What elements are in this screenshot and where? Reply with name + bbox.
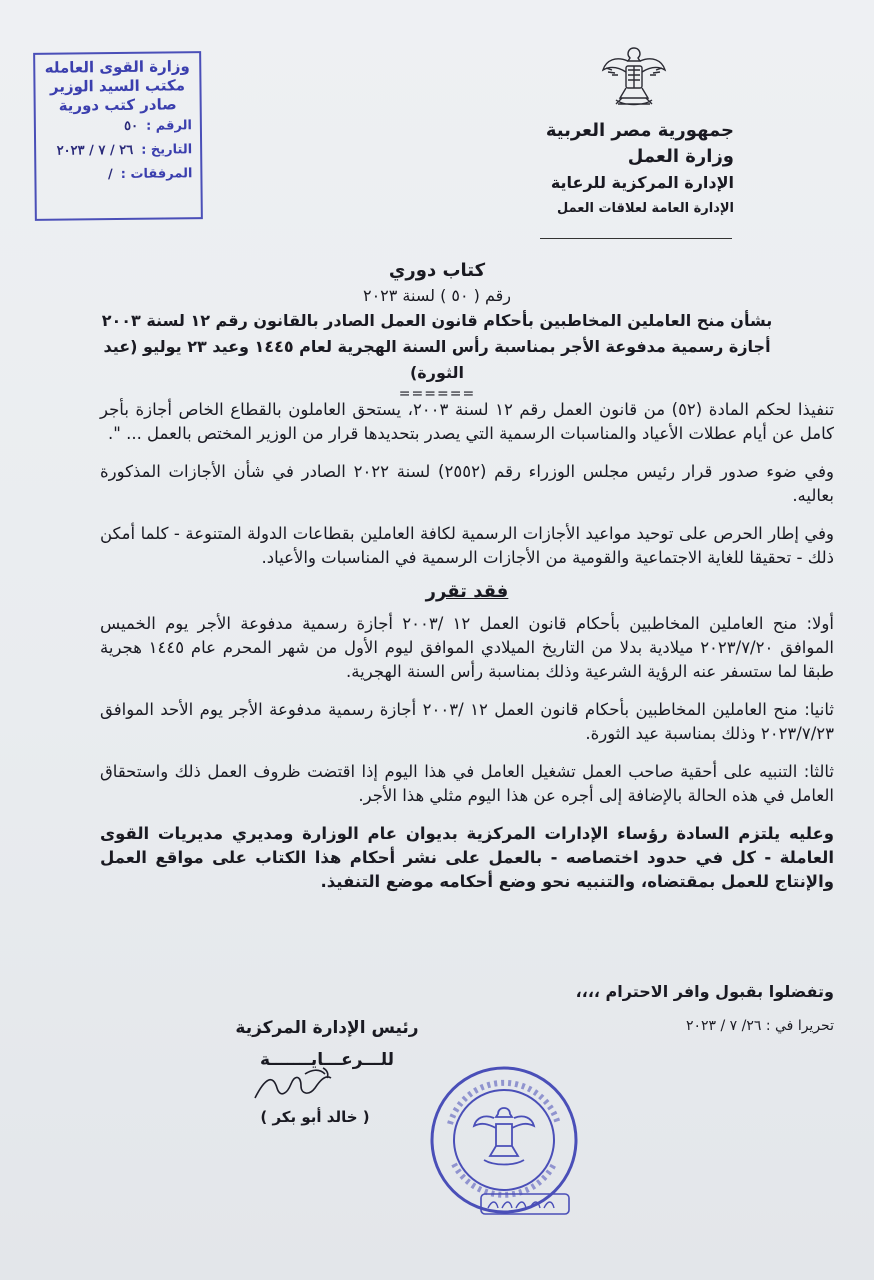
letterhead	[546, 118, 734, 222]
circular-number: رقم ( ٥٠ ) لسنة ٢٠٢٣	[362, 286, 512, 305]
stamp-date-value: ٢٦ / ٧ / ٢٠٢٣	[56, 142, 134, 159]
closing-salutation: وتفضلوا بقبول وافر الاحترام ،،،،	[575, 982, 834, 1001]
stamp-number-label: الرقم :	[145, 118, 192, 134]
decision-heading: فقد تقرر	[425, 581, 509, 602]
stamp-date-label: التاريخ :	[141, 142, 193, 158]
circular-title	[80, 258, 794, 402]
paragraph-pm-decree: وفي ضوء صدور قرار رئيس مجلس الوزراء رقم (٢٥٥٢) لسنة ٢٠٢٢ الصادر في شأن الأجازات المذكورة بعاليه.	[100, 462, 834, 505]
paragraph-law-article: تنفيذا لحكم المادة (٥٢) من قانون العمل رقم ١٢ لسنة ٢٠٠٣، يستحق العاملون بالقطاع الخاص أجازة بأجر كامل عن أيام عطلات الأعياد والمناسبات الرسمية التي يصدر بتحديدها قرار من الوزير المختص بالعمل ... ".	[100, 400, 835, 443]
letterhead-ministry: وزارة العمل	[627, 146, 734, 167]
paragraph-obligation: وعليه يلتزم السادة رؤساء الإدارات المركزية بديوان عام الوزارة ومديري مديريات القوى العاملة - كل في حدود اختصاصه - بالعمل على نشر أحكام هذا الكتاب على مواقع العمل والإنتاج للعمل بمقتضاه، والتنبيه نحو وضع أحكامه موضع التنفيذ.	[100, 824, 834, 891]
circular-subject-line1: بشأن منح العاملين المخاطبين بأحكام قانون العمل الصادر بالقانون رقم ١٢ لسنة ٢٠٠٣	[101, 311, 773, 330]
letterhead-directorate: الإدارة العامة لعلاقات العمل	[556, 201, 734, 216]
circular-kind: كتاب دوري	[388, 260, 486, 281]
stamp-line-ministry: وزارة القوى العامله	[44, 57, 190, 77]
stamp-attachments-label: المرفقات :	[120, 166, 193, 182]
decision-item-second: ثانيا: منح العاملين المخاطبين بأحكام قانون العمل ١٢ /٢٠٠٣ أجازة رسمية مدفوعة الأجر يوم الأحد الموافق ٢٠٢٣/٧/٢٣ وذلك بمناسبة عيد الثورة.	[100, 700, 834, 743]
letterhead-divider	[540, 238, 732, 239]
stamp-number-row	[44, 114, 192, 140]
title-separator: ======	[398, 386, 476, 402]
letterhead-country: جمهورية مصر العربية	[545, 120, 734, 141]
signatory-title-line2: للـــرعـــايـــــــة	[259, 1050, 395, 1070]
signatory-title-line1: رئيس الإدارة المركزية	[235, 1018, 419, 1038]
circular-subject-line2: أجازة رسمية مدفوعة الأجر بمناسبة رأس السنة الهجرية لعام ١٤٤٥ وعيد ٢٣ يوليو (عيد الثورة)	[103, 337, 771, 382]
issue-date: تحريرا في : ٢٦/ ٧ / ٢٠٢٣	[685, 1018, 834, 1034]
stamp-date-row	[44, 138, 192, 164]
eagle-emblem-icon	[600, 42, 668, 114]
circular-body	[100, 398, 834, 908]
handwritten-signature	[245, 1060, 355, 1110]
stamp-attachments-row	[44, 162, 192, 188]
stamp-attachments-value: /	[107, 167, 113, 183]
office-stamp	[33, 51, 203, 221]
paragraph-unification: وفي إطار الحرص على توحيد مواعيد الأجازات الرسمية لكافة العاملين بقطاعات الدولة المتنوعة - كلما أمكن ذلك - تحقيقا للغاية الاجتماعية والقومية من الأجازات الرسمية في المناسبات والأعياد.	[100, 524, 834, 567]
signatory-name: ( خالد أبو بكر )	[260, 1108, 370, 1126]
decision-item-third: ثالثا: التنبيه على أحقية صاحب العمل تشغيل العامل في هذا اليوم إذا اقتضت ظروف العمل ذلك واستحقاق العامل في هذه الحالة بالإضافة إلى أجره عن هذا اليوم مثلي هذا الأجر.	[100, 762, 834, 805]
stamp-line-outgoing: صادر كتب دورية	[58, 95, 177, 115]
seal-serial-mark	[480, 1192, 570, 1216]
stamp-line-office: مكتب السيد الوزير	[49, 76, 186, 96]
decision-item-first: أولا: منح العاملين المخاطبين بأحكام قانون العمل ١٢ /٢٠٠٣ أجازة رسمية مدفوعة الأجر يوم الخميس الموافق ٢٠٢٣/٧/٢٠ ميلادية بدلا من التاريخ الميلادي الموافق ليوم الأول من شهر المحرم عام ١٤٤٥ هجرية طبقا لما ستسفر عنه الرؤية الشرعية وذلك بمناسبة رأس السنة الهجرية.	[100, 614, 835, 681]
stamp-number-value: ٥٠	[123, 118, 139, 134]
letterhead-department: الإدارة المركزية للرعاية	[550, 173, 734, 192]
